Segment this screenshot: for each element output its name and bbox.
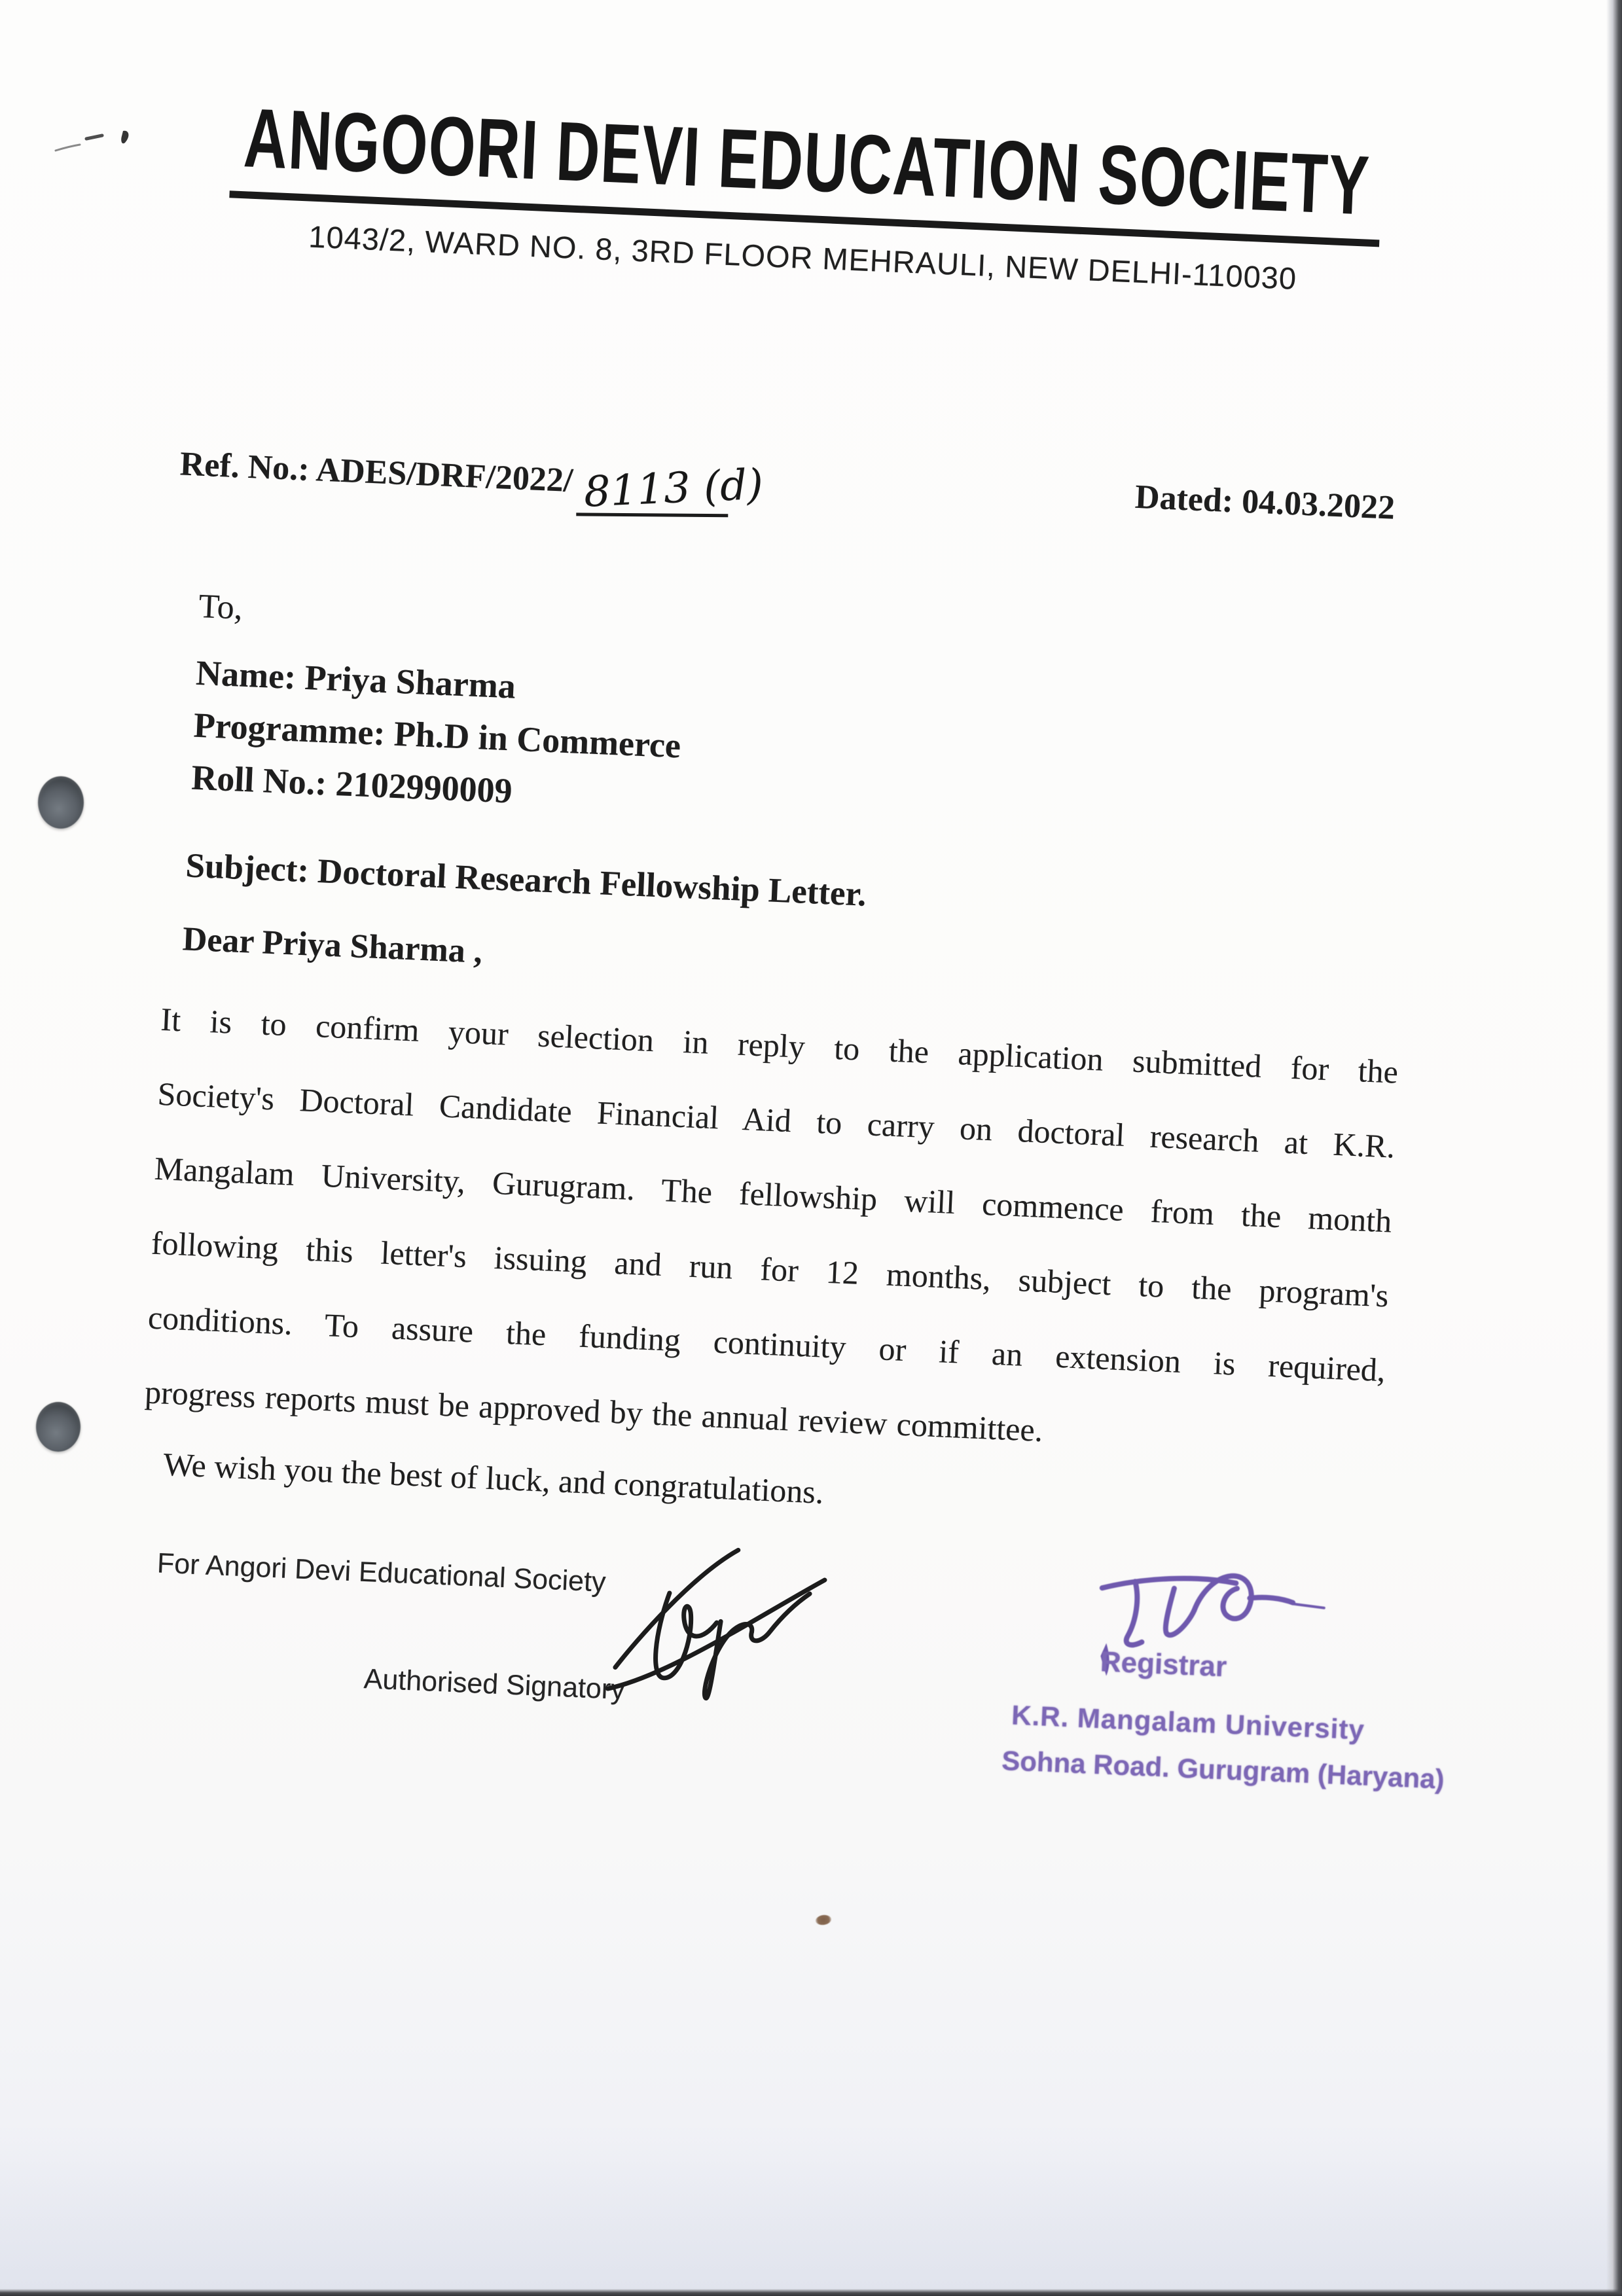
reference-number-label: Ref. No.: ADES/DRF/2022/ bbox=[179, 445, 574, 500]
subject-line: Subject: Doctoral Research Fellowship Letter. bbox=[185, 846, 867, 914]
scan-right-edge bbox=[1606, 0, 1622, 2296]
body-line: conditions. To assure the funding continuity or if an extension is required, bbox=[147, 1299, 1386, 1389]
handwritten-underline bbox=[576, 512, 728, 517]
recipient-name: Name: Priya Sharma bbox=[195, 653, 517, 706]
pen-mark bbox=[46, 124, 151, 164]
body-line: Mangalam University, Gurugram. The fellowship will commence from the month bbox=[153, 1149, 1393, 1240]
body-line: It is to confirm your selection in reply to the application submitted for the bbox=[160, 1000, 1399, 1090]
registrar-stamp bbox=[990, 1543, 1460, 1838]
organization-name: ANGOORI DEVI EDUCATION SOCIETY bbox=[229, 94, 1384, 247]
closing-line: We wish you the best of luck, and congratulations. bbox=[162, 1445, 825, 1511]
authorised-signature-ink bbox=[588, 1532, 844, 1739]
recipient-programme: Programme: Ph.D in Commerce bbox=[192, 705, 682, 766]
recipient-roll-number: Roll No.: 2102990009 bbox=[190, 757, 513, 811]
letter-body bbox=[143, 982, 1400, 1482]
body-line: following this letter's issuing and run for 12 months, subject to the program's bbox=[150, 1224, 1390, 1314]
body-line: Society's Doctoral Candidate Financial Aid to carry on doctoral research at K.R. bbox=[156, 1075, 1396, 1165]
stamp-university: K.R. Mangalam University bbox=[1011, 1699, 1365, 1746]
hole-punch-bottom bbox=[36, 1402, 81, 1452]
authorised-signatory-label: Authorised Signatory bbox=[363, 1663, 626, 1706]
letterhead bbox=[161, 91, 1449, 303]
greeting-line: Dear Priya Sharma , bbox=[181, 920, 484, 971]
organization-address: 1043/2, WARD NO. 8, 3RD FLOOR MEHRAULI, NEW DELHI-110030 bbox=[308, 219, 1298, 296]
stamp-address: Sohna Road. Gurugram (Haryana) bbox=[1001, 1744, 1445, 1795]
reference-number-handwritten: 8113 (d) bbox=[583, 460, 765, 517]
scan-bottom-edge bbox=[0, 2289, 1622, 2296]
for-society-line: For Angori Devi Educational Society bbox=[156, 1547, 607, 1598]
body-line: progress reports must be approved by the annual review committee. bbox=[144, 1373, 1044, 1449]
date-line: Dated: 04.03.2022 bbox=[1134, 478, 1396, 527]
hole-punch-top bbox=[38, 776, 84, 829]
salutation-to: To, bbox=[198, 587, 243, 627]
stamp-title: Registrar bbox=[1099, 1645, 1228, 1683]
reference-row bbox=[179, 437, 1476, 551]
